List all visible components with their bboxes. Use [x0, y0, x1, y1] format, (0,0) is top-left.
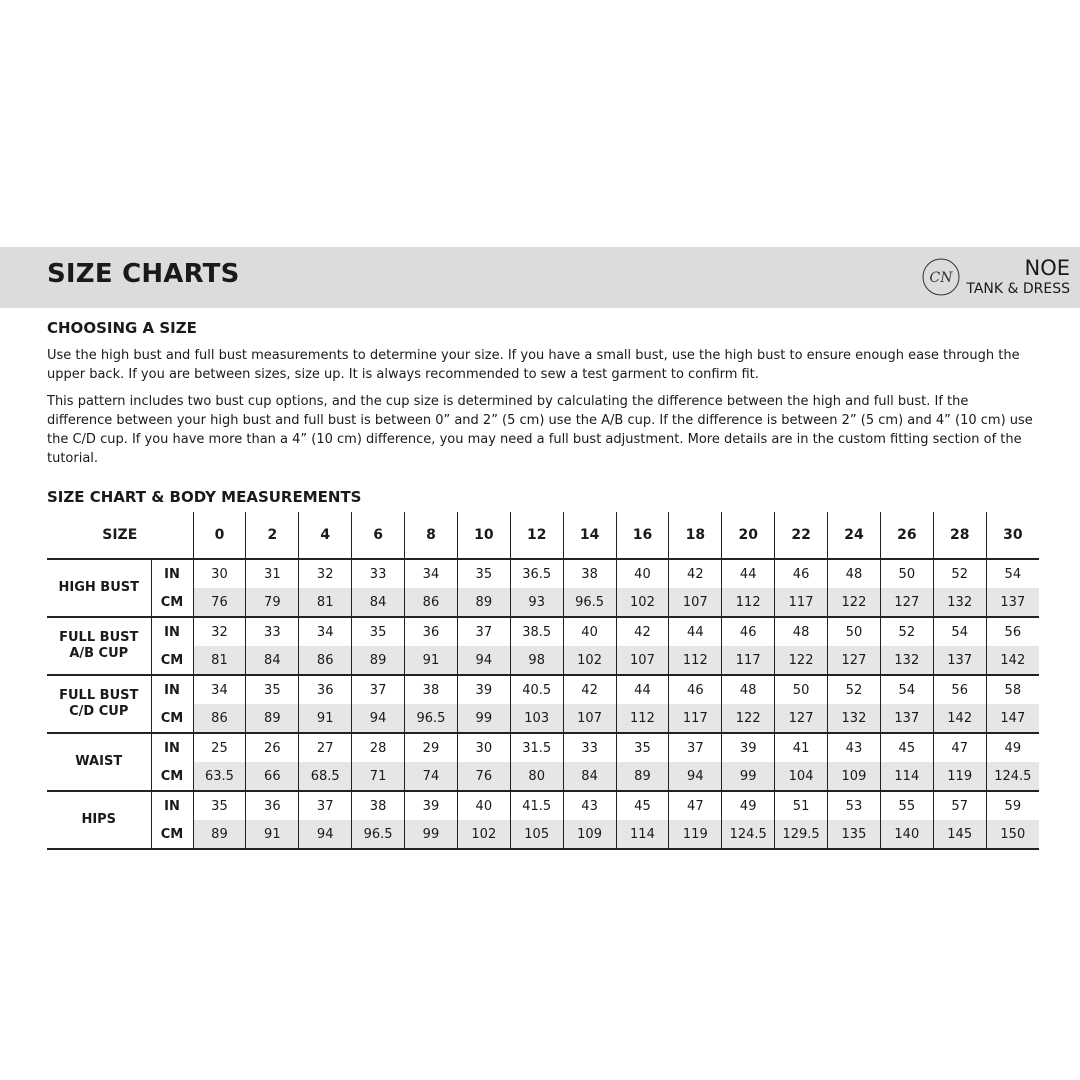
measurement-rows — [47, 559, 1039, 849]
measurement-cell: 91 — [405, 646, 458, 675]
size-header-cell: 0 — [193, 512, 246, 559]
measurement-cell: 43 — [828, 733, 881, 762]
unit-label-in: IN — [151, 675, 193, 704]
size-header-cell: 24 — [828, 512, 881, 559]
measurement-cell: 99 — [405, 820, 458, 849]
measurement-cell: 84 — [246, 646, 299, 675]
measurement-cell: 38 — [352, 791, 405, 820]
measurement-cell: 40.5 — [510, 675, 563, 704]
measurement-row-cm — [47, 646, 1039, 675]
measurement-cell: 33 — [352, 559, 405, 588]
measurement-cell: 89 — [457, 588, 510, 617]
measurement-group-label-line: WAIST — [75, 754, 123, 769]
measurement-cell: 35 — [352, 617, 405, 646]
measurement-cell: 76 — [457, 762, 510, 791]
brand-subtitle: TANK & DRESS — [966, 281, 1070, 297]
measurement-cell: 45 — [880, 733, 933, 762]
size-header-cell: 4 — [299, 512, 352, 559]
measurement-cell: 127 — [880, 588, 933, 617]
measurement-cell: 53 — [828, 791, 881, 820]
measurement-cell: 37 — [299, 791, 352, 820]
size-column-header: SIZE — [47, 512, 193, 559]
measurement-cell: 47 — [669, 791, 722, 820]
measurement-cell: 27 — [299, 733, 352, 762]
measurement-cell: 140 — [880, 820, 933, 849]
measurement-cell: 49 — [722, 791, 775, 820]
size-header-cell: 16 — [616, 512, 669, 559]
measurement-cell: 99 — [457, 704, 510, 733]
measurement-cell: 56 — [933, 675, 986, 704]
measurement-cell: 39 — [457, 675, 510, 704]
measurement-cell: 119 — [933, 762, 986, 791]
measurement-cell: 31.5 — [510, 733, 563, 762]
measurement-cell: 35 — [457, 559, 510, 588]
measurement-cell: 94 — [299, 820, 352, 849]
measurement-cell: 51 — [775, 791, 828, 820]
measurement-cell: 79 — [246, 588, 299, 617]
measurement-row-cm — [47, 588, 1039, 617]
measurement-cell: 81 — [193, 646, 246, 675]
measurement-cell: 25 — [193, 733, 246, 762]
measurement-cell: 36.5 — [510, 559, 563, 588]
measurement-row-in — [47, 733, 1039, 762]
choosing-size-paragraph-2: This pattern includes two bust cup options, and the cup size is determined by calculating the difference between the high and full bust. If the difference between your high bust and full bust is between 0” and 2” (5 cm) use the A/B cup. If the difference is between 2” (5 cm) and 4” (10 cm) use the C/D cup. If you have more than a 4” (10 cm) difference, you may need a full bust adjustment. More details are in the custom fitting section of the tutorial. — [47, 394, 1033, 466]
measurement-cell: 89 — [616, 762, 669, 791]
measurement-cell: 52 — [828, 675, 881, 704]
measurement-cell: 41 — [775, 733, 828, 762]
measurement-cell: 31 — [246, 559, 299, 588]
size-header-cell: 14 — [563, 512, 616, 559]
measurement-cell: 71 — [352, 762, 405, 791]
measurement-cell: 54 — [933, 617, 986, 646]
measurement-cell: 57 — [933, 791, 986, 820]
measurement-cell: 112 — [669, 646, 722, 675]
measurement-cell: 94 — [352, 704, 405, 733]
unit-label-in: IN — [151, 559, 193, 588]
measurement-cell: 34 — [405, 559, 458, 588]
measurement-cell: 50 — [775, 675, 828, 704]
unit-label-in: IN — [151, 733, 193, 762]
size-chart-table — [47, 512, 1039, 850]
measurement-cell: 112 — [616, 704, 669, 733]
measurement-cell: 104 — [775, 762, 828, 791]
measurement-cell: 89 — [246, 704, 299, 733]
measurement-cell: 81 — [299, 588, 352, 617]
measurement-cell: 50 — [828, 617, 881, 646]
measurement-row-cm — [47, 820, 1039, 849]
measurement-cell: 39 — [405, 791, 458, 820]
unit-label-in: IN — [151, 617, 193, 646]
measurement-row-in — [47, 675, 1039, 704]
measurement-cell: 58 — [986, 675, 1039, 704]
measurement-cell: 119 — [669, 820, 722, 849]
choosing-size-paragraph-1: Use the high bust and full bust measurements to determine your size. If you have a small bust, use the high bust to ensure enough ease through the upper back. If you are between sizes, size up. It is always recommended to sew a test garment to confirm fit. — [47, 348, 1020, 382]
measurement-cell: 47 — [933, 733, 986, 762]
measurement-cell: 117 — [669, 704, 722, 733]
measurement-cell: 36 — [299, 675, 352, 704]
measurement-cell: 105 — [510, 820, 563, 849]
size-header-cell: 10 — [457, 512, 510, 559]
size-header-cell: 22 — [775, 512, 828, 559]
measurement-cell: 43 — [563, 791, 616, 820]
choosing-size-heading: CHOOSING A SIZE — [47, 319, 197, 337]
measurement-cell: 36 — [246, 791, 299, 820]
measurement-cell: 124.5 — [986, 762, 1039, 791]
measurement-cell: 122 — [722, 704, 775, 733]
measurement-cell: 38 — [563, 559, 616, 588]
size-chart-heading: SIZE CHART & BODY MEASUREMENTS — [47, 488, 362, 506]
measurement-cell: 40 — [563, 617, 616, 646]
size-header-cell: 18 — [669, 512, 722, 559]
measurement-cell: 137 — [880, 704, 933, 733]
size-header-cell: 8 — [405, 512, 458, 559]
measurement-cell: 55 — [880, 791, 933, 820]
measurement-cell: 30 — [193, 559, 246, 588]
measurement-row-cm — [47, 762, 1039, 791]
svg-text:CN: CN — [929, 270, 953, 286]
measurement-group-label — [47, 559, 151, 617]
measurement-cell: 127 — [828, 646, 881, 675]
size-header-cell: 6 — [352, 512, 405, 559]
size-header-cell: 28 — [933, 512, 986, 559]
measurement-cell: 34 — [299, 617, 352, 646]
measurement-group-label — [47, 617, 151, 675]
measurement-cell: 91 — [299, 704, 352, 733]
measurement-cell: 112 — [722, 588, 775, 617]
measurement-cell: 102 — [457, 820, 510, 849]
measurement-cell: 26 — [246, 733, 299, 762]
measurement-cell: 96.5 — [563, 588, 616, 617]
measurement-cell: 109 — [563, 820, 616, 849]
measurement-cell: 40 — [457, 791, 510, 820]
measurement-row-cm — [47, 704, 1039, 733]
measurement-cell: 107 — [563, 704, 616, 733]
unit-label-cm: CM — [151, 588, 193, 617]
brand-name: NOE — [1024, 256, 1070, 280]
measurement-cell: 117 — [775, 588, 828, 617]
measurement-group-label-line: FULL BUST — [59, 630, 139, 645]
measurement-cell: 37 — [457, 617, 510, 646]
measurement-row-in — [47, 559, 1039, 588]
measurement-cell: 39 — [722, 733, 775, 762]
measurement-cell: 99 — [722, 762, 775, 791]
measurement-cell: 32 — [299, 559, 352, 588]
measurement-cell: 86 — [299, 646, 352, 675]
measurement-cell: 96.5 — [405, 704, 458, 733]
measurement-cell: 54 — [880, 675, 933, 704]
measurement-cell: 52 — [880, 617, 933, 646]
measurement-cell: 96.5 — [352, 820, 405, 849]
measurement-cell: 42 — [669, 559, 722, 588]
measurement-cell: 59 — [986, 791, 1039, 820]
measurement-cell: 33 — [563, 733, 616, 762]
measurement-cell: 117 — [722, 646, 775, 675]
measurement-cell: 40 — [616, 559, 669, 588]
measurement-cell: 94 — [669, 762, 722, 791]
measurement-cell: 44 — [722, 559, 775, 588]
unit-label-in: IN — [151, 791, 193, 820]
measurement-cell: 147 — [986, 704, 1039, 733]
brand-monogram-logo — [921, 257, 961, 297]
measurement-cell: 35 — [193, 791, 246, 820]
size-header-cell: 30 — [986, 512, 1039, 559]
measurement-cell: 107 — [669, 588, 722, 617]
measurement-cell: 50 — [880, 559, 933, 588]
measurement-cell: 91 — [246, 820, 299, 849]
measurement-cell: 38.5 — [510, 617, 563, 646]
measurement-cell: 86 — [405, 588, 458, 617]
measurement-cell: 102 — [616, 588, 669, 617]
measurement-cell: 29 — [405, 733, 458, 762]
unit-label-cm: CM — [151, 646, 193, 675]
measurement-cell: 34 — [193, 675, 246, 704]
measurement-cell: 150 — [986, 820, 1039, 849]
measurement-cell: 37 — [352, 675, 405, 704]
measurement-group-label — [47, 791, 151, 849]
measurement-cell: 52 — [933, 559, 986, 588]
measurement-cell: 30 — [457, 733, 510, 762]
measurement-cell: 122 — [775, 646, 828, 675]
measurement-row-in — [47, 791, 1039, 820]
measurement-cell: 124.5 — [722, 820, 775, 849]
unit-label-cm: CM — [151, 762, 193, 791]
measurement-cell: 127 — [775, 704, 828, 733]
measurement-cell: 122 — [828, 588, 881, 617]
measurement-cell: 48 — [828, 559, 881, 588]
measurement-cell: 41.5 — [510, 791, 563, 820]
measurement-cell: 63.5 — [193, 762, 246, 791]
title-banner — [0, 247, 1080, 308]
measurement-cell: 132 — [828, 704, 881, 733]
measurement-cell: 46 — [669, 675, 722, 704]
measurement-cell: 35 — [246, 675, 299, 704]
measurement-cell: 46 — [722, 617, 775, 646]
measurement-cell: 76 — [193, 588, 246, 617]
measurement-cell: 109 — [828, 762, 881, 791]
size-header-cell: 20 — [722, 512, 775, 559]
measurement-cell: 142 — [986, 646, 1039, 675]
measurement-cell: 103 — [510, 704, 563, 733]
measurement-cell: 74 — [405, 762, 458, 791]
page-title: SIZE CHARTS — [47, 259, 240, 289]
measurement-cell: 89 — [193, 820, 246, 849]
measurement-cell: 107 — [616, 646, 669, 675]
size-header-cell: 12 — [510, 512, 563, 559]
measurement-cell: 84 — [563, 762, 616, 791]
measurement-cell: 33 — [246, 617, 299, 646]
measurement-cell: 132 — [880, 646, 933, 675]
measurement-cell: 54 — [986, 559, 1039, 588]
measurement-cell: 68.5 — [299, 762, 352, 791]
measurement-cell: 37 — [669, 733, 722, 762]
measurement-cell: 102 — [563, 646, 616, 675]
measurement-cell: 45 — [616, 791, 669, 820]
measurement-cell: 42 — [616, 617, 669, 646]
measurement-cell: 66 — [246, 762, 299, 791]
measurement-cell: 84 — [352, 588, 405, 617]
measurement-cell: 137 — [933, 646, 986, 675]
measurement-cell: 93 — [510, 588, 563, 617]
size-header-row — [47, 512, 1039, 559]
measurement-cell: 32 — [193, 617, 246, 646]
measurement-cell: 38 — [405, 675, 458, 704]
size-header-cell: 2 — [246, 512, 299, 559]
measurement-cell: 56 — [986, 617, 1039, 646]
measurement-group-label-line: C/D CUP — [69, 704, 129, 719]
size-header-cell: 26 — [880, 512, 933, 559]
unit-label-cm: CM — [151, 820, 193, 849]
measurement-cell: 114 — [880, 762, 933, 791]
measurement-group-label-line: HIPS — [81, 812, 117, 827]
measurement-cell: 145 — [933, 820, 986, 849]
measurement-cell: 137 — [986, 588, 1039, 617]
measurement-cell: 94 — [457, 646, 510, 675]
measurement-row-in — [47, 617, 1039, 646]
measurement-cell: 49 — [986, 733, 1039, 762]
measurement-cell: 86 — [193, 704, 246, 733]
measurement-group-label-line: HIGH BUST — [58, 580, 139, 595]
measurement-cell: 44 — [669, 617, 722, 646]
measurement-cell: 129.5 — [775, 820, 828, 849]
measurement-group-label — [47, 675, 151, 733]
measurement-cell: 44 — [616, 675, 669, 704]
measurement-cell: 48 — [722, 675, 775, 704]
measurement-cell: 80 — [510, 762, 563, 791]
measurement-cell: 135 — [828, 820, 881, 849]
measurement-cell: 114 — [616, 820, 669, 849]
measurement-cell: 28 — [352, 733, 405, 762]
measurement-cell: 42 — [563, 675, 616, 704]
measurement-cell: 36 — [405, 617, 458, 646]
measurement-cell: 48 — [775, 617, 828, 646]
measurement-group-label — [47, 733, 151, 791]
measurement-group-label-line: FULL BUST — [59, 688, 139, 703]
measurement-cell: 132 — [933, 588, 986, 617]
measurement-cell: 89 — [352, 646, 405, 675]
measurement-cell: 142 — [933, 704, 986, 733]
measurement-cell: 46 — [775, 559, 828, 588]
measurement-group-label-line: A/B CUP — [69, 646, 129, 661]
unit-label-cm: CM — [151, 704, 193, 733]
measurement-cell: 35 — [616, 733, 669, 762]
measurement-cell: 98 — [510, 646, 563, 675]
